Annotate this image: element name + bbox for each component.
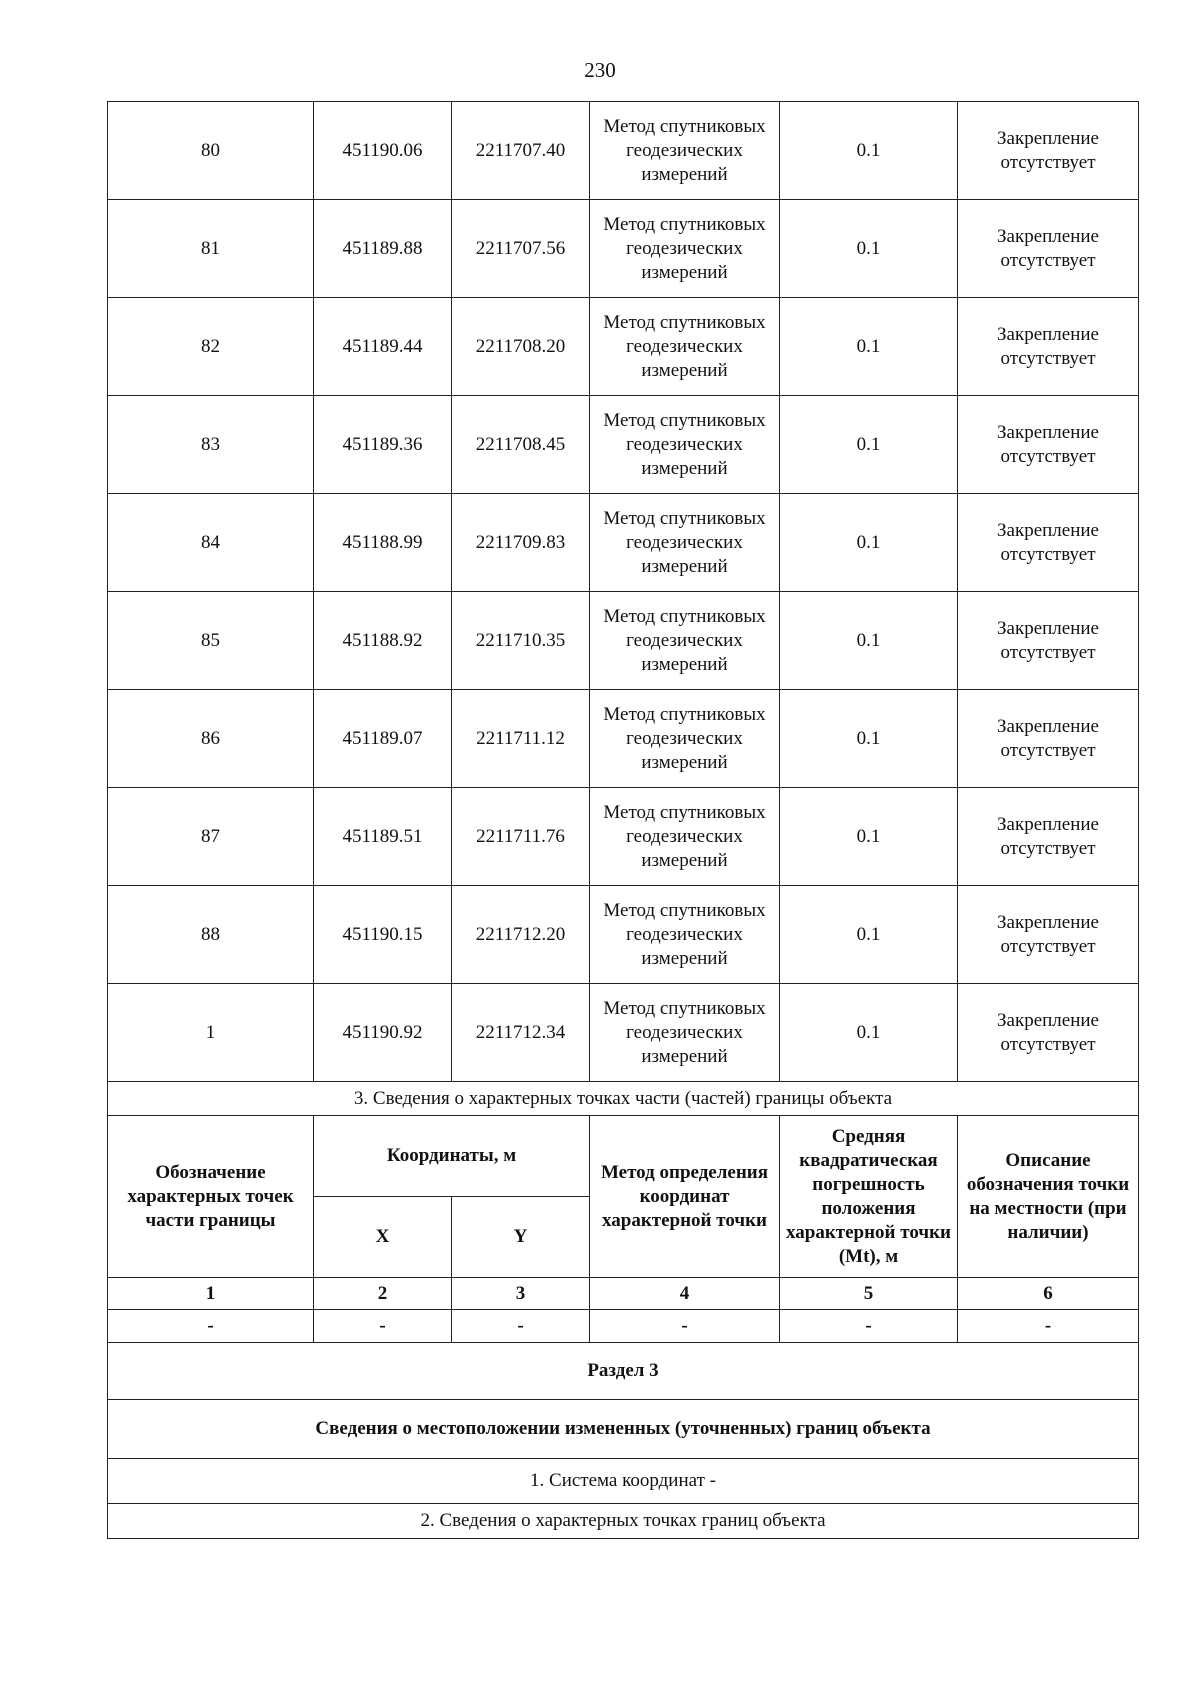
cell-x: 451190.06 — [314, 102, 452, 200]
cell-description: Закрепление отсутствует — [958, 984, 1139, 1082]
cell-method: Метод спутниковых геодезических измерений — [590, 592, 780, 690]
cell-x: 451189.51 — [314, 788, 452, 886]
cell-mt: 0.1 — [780, 690, 958, 788]
empty-cell: - — [452, 1310, 590, 1343]
cell-mt: 0.1 — [780, 984, 958, 1082]
cell-mt: 0.1 — [780, 396, 958, 494]
cell-description: Закрепление отсутствует — [958, 690, 1139, 788]
table-row — [108, 886, 1139, 984]
data-rows — [108, 102, 1139, 1082]
cell-point: 84 — [108, 494, 314, 592]
cell-description: Закрепление отсутствует — [958, 788, 1139, 886]
cell-method: Метод спутниковых геодезических измерений — [590, 886, 780, 984]
section-title-row — [108, 1400, 1139, 1459]
header-row — [108, 1116, 1139, 1197]
cell-y: 2211708.20 — [452, 298, 590, 396]
column-number: 4 — [590, 1278, 780, 1310]
cell-method: Метод спутниковых геодезических измерений — [590, 788, 780, 886]
cell-x: 451190.92 — [314, 984, 452, 1082]
section3-caption-row — [108, 1082, 1139, 1116]
cell-y: 2211712.20 — [452, 886, 590, 984]
cell-x: 451190.15 — [314, 886, 452, 984]
section-heading: Раздел 3 — [108, 1343, 1139, 1400]
cell-point: 1 — [108, 984, 314, 1082]
cell-point: 82 — [108, 298, 314, 396]
cell-mt: 0.1 — [780, 886, 958, 984]
cell-mt: 0.1 — [780, 494, 958, 592]
empty-cell: - — [108, 1310, 314, 1343]
cell-y: 2211708.45 — [452, 396, 590, 494]
cell-method: Метод спутниковых геодезических измерений — [590, 298, 780, 396]
cell-method: Метод спутниковых геодезических измерений — [590, 494, 780, 592]
cell-x: 451189.44 — [314, 298, 452, 396]
cell-mt: 0.1 — [780, 788, 958, 886]
table-row — [108, 494, 1139, 592]
cell-method: Метод спутниковых геодезических измерений — [590, 690, 780, 788]
cell-x: 451189.88 — [314, 200, 452, 298]
cell-y: 2211707.40 — [452, 102, 590, 200]
header-point: Обозначение характерных точек части границы — [108, 1116, 314, 1278]
cell-y: 2211710.35 — [452, 592, 590, 690]
table-row — [108, 788, 1139, 886]
cell-y: 2211711.12 — [452, 690, 590, 788]
cell-description: Закрепление отсутствует — [958, 298, 1139, 396]
table-row — [108, 396, 1139, 494]
cell-mt: 0.1 — [780, 592, 958, 690]
cell-method: Метод спутниковых геодезических измерений — [590, 396, 780, 494]
cell-method: Метод спутниковых геодезических измерений — [590, 200, 780, 298]
cell-y: 2211709.83 — [452, 494, 590, 592]
cell-point: 85 — [108, 592, 314, 690]
header-coords: Координаты, м — [314, 1116, 590, 1197]
section3-caption: 3. Сведения о характерных точках части (частей) границы объекта — [108, 1082, 1139, 1116]
cell-x: 451189.36 — [314, 396, 452, 494]
header-y: Y — [452, 1197, 590, 1278]
table-row — [108, 592, 1139, 690]
table-row — [108, 690, 1139, 788]
header-description: Описание обозначения точки на местности (при наличии) — [958, 1116, 1139, 1278]
points-line: 2. Сведения о характерных точках границ объекта — [108, 1504, 1139, 1539]
table-row — [108, 298, 1139, 396]
column-number: 3 — [452, 1278, 590, 1310]
column-number-row — [108, 1278, 1139, 1310]
cell-point: 88 — [108, 886, 314, 984]
cell-mt: 0.1 — [780, 298, 958, 396]
cell-description: Закрепление отсутствует — [958, 494, 1139, 592]
table-row — [108, 200, 1139, 298]
table-row — [108, 102, 1139, 200]
empty-row — [108, 1310, 1139, 1343]
cell-x: 451188.99 — [314, 494, 452, 592]
cell-x: 451189.07 — [314, 690, 452, 788]
cell-point: 80 — [108, 102, 314, 200]
cell-y: 2211712.34 — [452, 984, 590, 1082]
cell-y: 2211711.76 — [452, 788, 590, 886]
section-title: Сведения о местоположении измененных (уточненных) границ объекта — [108, 1400, 1139, 1459]
empty-cell: - — [958, 1310, 1139, 1343]
cell-point: 81 — [108, 200, 314, 298]
empty-cell: - — [314, 1310, 452, 1343]
coord-system-line: 1. Система координат - — [108, 1459, 1139, 1504]
column-number: 2 — [314, 1278, 452, 1310]
cell-description: Закрепление отсутствует — [958, 200, 1139, 298]
cell-x: 451188.92 — [314, 592, 452, 690]
column-number: 5 — [780, 1278, 958, 1310]
cell-description: Закрепление отсутствует — [958, 886, 1139, 984]
cell-description: Закрепление отсутствует — [958, 396, 1139, 494]
points-line-row — [108, 1504, 1139, 1539]
empty-cell: - — [590, 1310, 780, 1343]
cell-method: Метод спутниковых геодезических измерений — [590, 102, 780, 200]
cell-description: Закрепление отсутствует — [958, 592, 1139, 690]
table-row — [108, 984, 1139, 1082]
cell-mt: 0.1 — [780, 102, 958, 200]
cell-mt: 0.1 — [780, 200, 958, 298]
header-mt: Средняя квадратическая погрешность положения характерной точки (Mt), м — [780, 1116, 958, 1278]
empty-cell: - — [780, 1310, 958, 1343]
cell-point: 87 — [108, 788, 314, 886]
cell-y: 2211707.56 — [452, 200, 590, 298]
section-heading-row — [108, 1343, 1139, 1400]
header-method: Метод определения координат характерной точки — [590, 1116, 780, 1278]
coord-system-row — [108, 1459, 1139, 1504]
column-number: 1 — [108, 1278, 314, 1310]
cell-method: Метод спутниковых геодезических измерений — [590, 984, 780, 1082]
cell-description: Закрепление отсутствует — [958, 102, 1139, 200]
cell-point: 83 — [108, 396, 314, 494]
boundary-points-table — [107, 101, 1139, 1539]
cell-point: 86 — [108, 690, 314, 788]
header-x: X — [314, 1197, 452, 1278]
column-number: 6 — [958, 1278, 1139, 1310]
page-number: 230 — [584, 58, 616, 82]
